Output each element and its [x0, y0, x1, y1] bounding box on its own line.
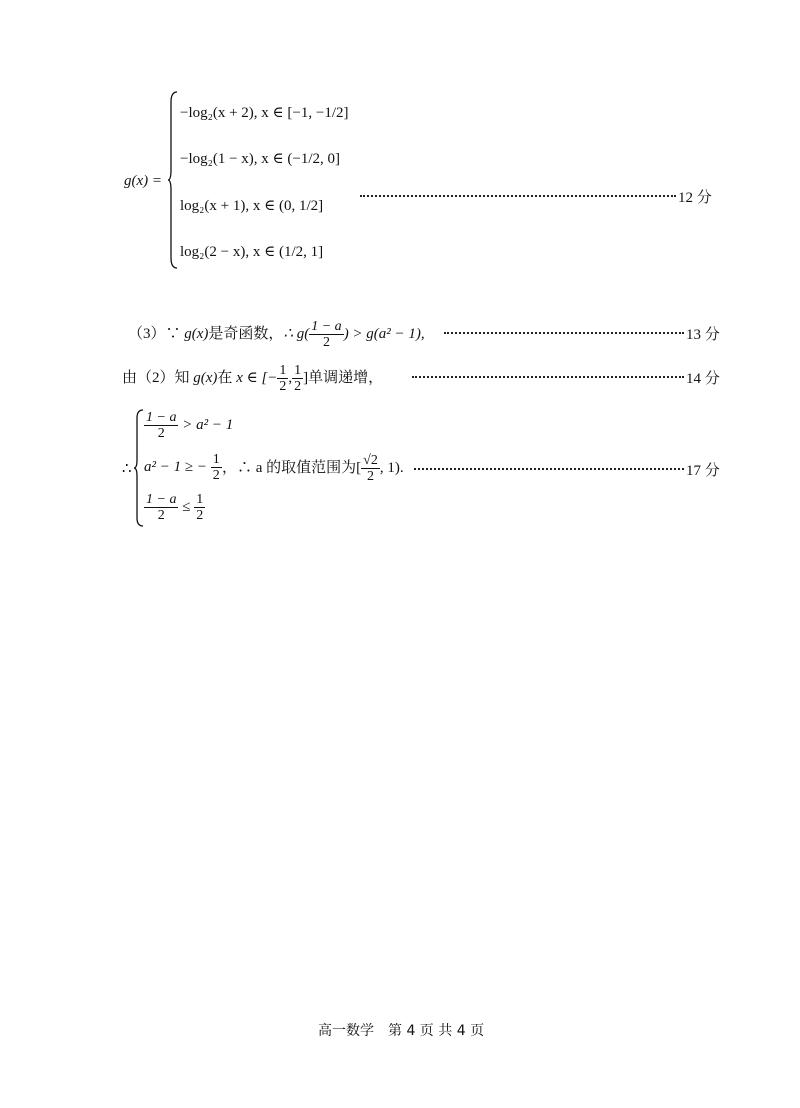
fraction-one-half: $\frac{1}{2}$	[294, 363, 302, 395]
case-3: log₂(x + 1), x ∈ (0, 1/2]	[180, 198, 324, 214]
inequality-1: $\frac{1 - a}{2}$ > a² − 1	[146, 410, 234, 441]
dot-leader-17	[414, 468, 684, 470]
case-1: −log₂(x + 2), x ∈ [−1, −1/2]	[180, 105, 349, 121]
fraction-sqrt2-over-2: $\frac{√2}{2}$	[363, 453, 378, 485]
dot-leader-12	[360, 195, 676, 197]
score-17: 17 分	[686, 463, 720, 479]
page-footer: 高一数学 第 4 页 共 4 页	[318, 1023, 485, 1039]
inequality-3: $\frac{1 - a}{2}$ ≤ $\frac{1}{2}$	[146, 492, 204, 523]
fraction-1-minus-a-over-2: $\frac{1 - a}{2}$	[311, 319, 342, 351]
therefore-symbol: ∴	[122, 461, 132, 477]
inequality-2: a² − 1 ≥ − $\frac{1}{2}$	[144, 452, 220, 483]
fraction-one-half: $\frac{1}{2}$	[279, 363, 287, 395]
system-brace	[134, 408, 144, 533]
score-12: 12 分	[678, 190, 712, 206]
score-14: 14 分	[686, 371, 720, 387]
line-13: （3）∵ g(x)是奇函数，∴ g( $\frac{1 - a}{2}$ ) > g(a² − 1),	[128, 319, 425, 351]
range-conclusion: ，∴ a 的取值范围为[ $\frac{√2}{2}$ , 1).	[222, 453, 404, 485]
score-13: 13 分	[686, 327, 720, 343]
line-14: 由（2）知 g(x)在 x ∈ [− $\frac{1}{2}$ , $\frac{1}{2}$ ]单调递增，	[122, 363, 384, 395]
case-4: log₂(2 − x), x ∈ (1/2, 1]	[180, 244, 324, 260]
case-2: −log₂(1 − x), x ∈ (−1/2, 0]	[180, 151, 341, 167]
g-function-lhs: g(x) =	[124, 173, 163, 189]
piecewise-brace	[168, 90, 176, 270]
dot-leader-14	[412, 376, 684, 378]
dot-leader-13	[444, 332, 684, 334]
